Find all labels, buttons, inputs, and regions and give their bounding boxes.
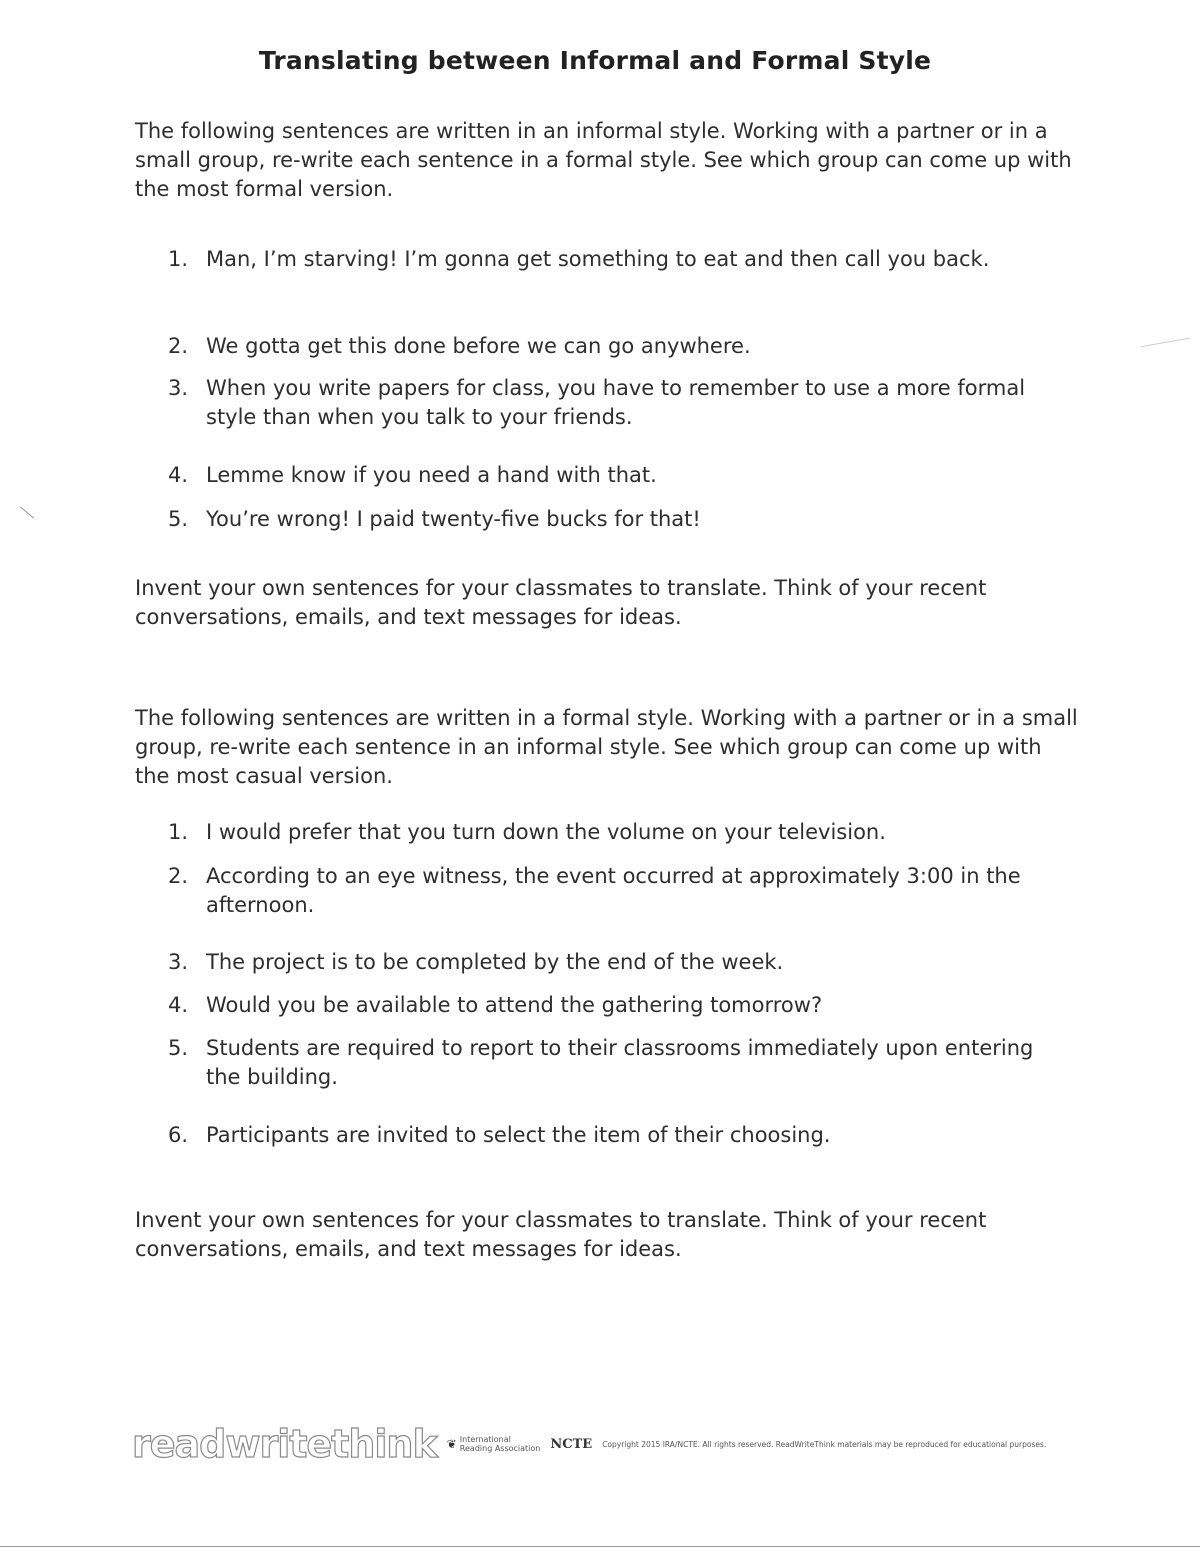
scan-mark (1140, 338, 1189, 348)
list-item-text: Students are required to report to their classrooms immediately upon entering the building. (206, 1036, 1034, 1089)
list-item-number: 3. (168, 950, 189, 974)
ira-mark-icon: ❦ (446, 1436, 457, 1451)
list-item-text: Participants are invited to select the item of their choosing. (206, 1123, 831, 1147)
list-item (168, 862, 1066, 920)
list-item-number: 2. (168, 334, 189, 358)
section1-intro: The following sentences are written in an informal style. Working with a partner or in a small group, re-write each sentence in a formal style. See which group can come up with the most formal version. (135, 119, 1072, 201)
list-item-text: We gotta get this done before we can go anywhere. (206, 334, 751, 358)
page-bottom-edge (0, 1546, 1200, 1547)
list-item (168, 948, 1066, 977)
list-item (168, 1121, 1066, 1150)
section2-item-4 (168, 991, 1068, 1020)
ncte-logo: NCTE (550, 1436, 593, 1452)
section2-item-2 (168, 862, 1068, 920)
list-item-number: 5. (168, 1036, 189, 1060)
list-item (168, 1034, 1066, 1092)
page-title: Translating between Informal and Formal Style (258, 46, 932, 75)
list-item (168, 991, 1066, 1020)
readwritethink-logo: readwritethink (132, 1422, 437, 1466)
list-item (168, 461, 1066, 490)
list-item-text: The project is to be completed by the end of the week. (206, 950, 784, 974)
section2-intro: The following sentences are written in a formal style. Working with a partner or in a small group, re-write each sentence in an informal style. See which group can come up with the most casual version. (135, 706, 1078, 788)
list-item-number: 2. (168, 864, 189, 888)
section1-item-2 (168, 332, 1068, 361)
section1-item-3 (168, 374, 1068, 432)
ira-line1: International (459, 1435, 511, 1444)
section2-item-5 (168, 1034, 1068, 1092)
section2-item-1 (168, 818, 1068, 847)
list-item-number: 5. (168, 507, 189, 531)
list-item-text: Would you be available to attend the gathering tomorrow? (206, 993, 823, 1017)
list-item-text: When you write papers for class, you have to remember to use a more formal style than when you talk to your friends. (206, 376, 1026, 429)
ira-text (460, 1435, 541, 1453)
list-item-text: You’re wrong! I paid twenty-five bucks for that! (206, 507, 701, 531)
list-item-text: I would prefer that you turn down the volume on your television. (206, 820, 886, 844)
list-item-text: Lemme know if you need a hand with that. (206, 463, 657, 487)
section1-item-5 (168, 505, 1068, 534)
copyright-text: Copyright 2015 IRA/NCTE. All rights reserved. ReadWriteThink materials may be reproduced for educational purposes. (602, 1439, 1047, 1449)
section2-item-6 (168, 1121, 1068, 1150)
list-item-number: 4. (168, 993, 189, 1017)
list-item (168, 245, 1066, 274)
section2-item-3 (168, 948, 1068, 977)
list-item (168, 332, 1066, 361)
list-item-number: 4. (168, 463, 189, 487)
list-item-number: 1. (168, 247, 189, 271)
scan-mark (20, 506, 34, 518)
list-item-text: According to an eye witness, the event occurred at approximately 3:00 in the afternoon. (206, 864, 1021, 917)
list-item (168, 374, 1066, 432)
list-item (168, 818, 1066, 847)
ira-line2: Reading Association (459, 1444, 541, 1453)
list-item-number: 6. (168, 1123, 189, 1147)
section2-outro: Invent your own sentences for your classmates to translate. Think of your recent conversations, emails, and text messages for ideas. (135, 1208, 987, 1261)
section1-item-4 (168, 461, 1068, 490)
list-item-number: 3. (168, 376, 189, 400)
section1-items (168, 245, 1068, 274)
section1-outro: Invent your own sentences for your classmates to translate. Think of your recent conversations, emails, and text messages for ideas. (135, 576, 987, 629)
list-item-number: 1. (168, 820, 189, 844)
list-item (168, 505, 1066, 534)
list-item-text: Man, I’m starving! I’m gonna get something to eat and then call you back. (206, 247, 990, 271)
footer (132, 1424, 1082, 1464)
ira-logo (447, 1435, 541, 1453)
